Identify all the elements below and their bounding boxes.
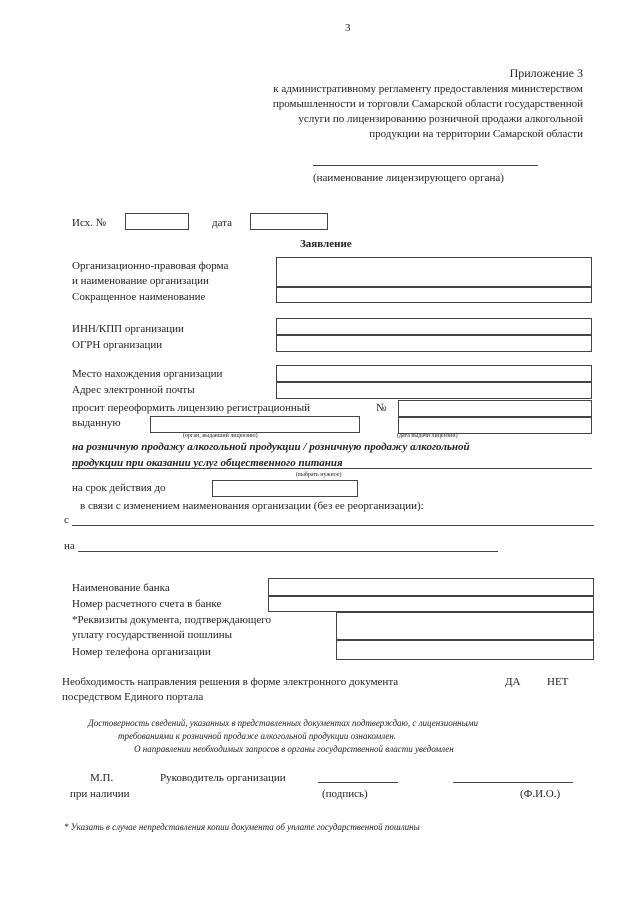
appendix-line: к административному регламенту предоставления министерством — [273, 83, 583, 95]
electronic-label-2: посредством Единого портала — [62, 691, 204, 703]
to-label: на — [64, 540, 75, 552]
email-field[interactable] — [276, 382, 592, 399]
from-name-line[interactable] — [72, 525, 594, 526]
form-title: Заявление — [300, 238, 352, 250]
activity-line-1: на розничную продажу алкогольной продукции / розничную продажу алкогольной — [72, 441, 470, 453]
caption-choose: (выбрать нужное) — [296, 472, 342, 478]
ogrn-label: ОГРН организации — [72, 339, 163, 351]
bank-name-field[interactable] — [268, 578, 594, 596]
signature-line[interactable] — [318, 782, 398, 783]
license-number-field[interactable] — [398, 400, 592, 417]
appendix-line: услуги по лицензированию розничной продажи алкогольной — [298, 113, 583, 125]
term-field[interactable] — [212, 480, 358, 497]
license-date-field[interactable] — [398, 417, 592, 434]
issued-label: выданную — [72, 417, 121, 429]
certification-line-2: требованиями к розничной продаже алкогольной продукции ознакомлен. — [118, 731, 397, 741]
caption-date: (дата выдачи лицензии) — [397, 433, 458, 439]
short-name-field[interactable] — [276, 287, 592, 303]
appendix-line: продукции на территории Самарской области — [369, 128, 583, 140]
date-field[interactable] — [250, 213, 328, 230]
activity-line-2: продукции при оказании услуг общественного питания — [72, 457, 343, 469]
sign-caption: (подпись) — [322, 788, 368, 800]
page-number: 3 — [345, 22, 351, 34]
caption-organ: (орган, выдавший лицензию) — [183, 433, 258, 439]
account-field[interactable] — [268, 596, 594, 612]
certification-line-1: Достоверность сведений, указанных в представленных документах подтверждаю, с лицензионными — [88, 718, 478, 728]
authority-caption: (наименование лицензирующего органа) — [313, 172, 504, 184]
ref-label: Исх. № — [72, 217, 107, 229]
full-name-line[interactable] — [453, 782, 573, 783]
no-option[interactable]: НЕТ — [547, 676, 569, 688]
footnote: * Указать в случае непредставления копии документа об уплате государственной пошлины — [64, 822, 420, 832]
inn-label: ИНН/КПП организации — [72, 323, 184, 335]
bank-name-label: Наименование банка — [72, 582, 170, 594]
appendix-line: промышленности и торговли Самарской области государственной — [272, 98, 583, 110]
legal-form-label: Организационно-правовая форма — [72, 260, 229, 272]
yes-option[interactable]: ДА — [505, 676, 521, 688]
org-name-label: и наименование организации — [72, 275, 209, 287]
authority-line[interactable] — [313, 165, 538, 166]
phone-label: Номер телефона организации — [72, 646, 211, 658]
fee-requisites-field[interactable] — [336, 612, 594, 640]
fee-requisites-label-1: *Реквизиты документа, подтверждающего — [72, 614, 272, 626]
ogrn-field[interactable] — [276, 335, 592, 352]
head-label: Руководитель организации — [160, 772, 286, 784]
appendix-title: Приложение 3 — [509, 66, 583, 80]
electronic-label-1: Необходимость направления решения в форме электронного документа — [62, 676, 399, 688]
phone-field[interactable] — [336, 640, 594, 660]
from-label: с — [64, 514, 69, 526]
stamp-note: при наличии — [70, 788, 130, 800]
certification-line-3: О направлении необходимых запросов в органы государственной власти уведомлен — [134, 744, 454, 754]
fee-requisites-label-2: уплату государственной пошлины — [72, 629, 233, 641]
activity-underline — [72, 468, 592, 469]
account-label: Номер расчетного счета в банке — [72, 598, 222, 610]
ref-number-field[interactable] — [125, 213, 189, 230]
short-name-label: Сокращенное наименование — [72, 291, 206, 303]
term-label: на срок действия до — [72, 482, 166, 494]
to-name-line[interactable] — [78, 551, 498, 552]
issuing-organ-field[interactable] — [150, 416, 360, 433]
request-label: просит переоформить лицензию регистрационный — [72, 402, 311, 414]
stamp-label: М.П. — [90, 772, 114, 784]
email-label: Адрес электронной почты — [72, 384, 195, 396]
location-field[interactable] — [276, 365, 592, 382]
location-label: Место нахождения организации — [72, 368, 223, 380]
reason-label: в связи с изменением наименования организации (без ее реорганизации): — [80, 500, 424, 512]
date-label: дата — [212, 217, 233, 229]
name-caption: (Ф.И.О.) — [520, 788, 561, 800]
number-sign: № — [376, 402, 387, 414]
inn-field[interactable] — [276, 318, 592, 335]
org-name-field[interactable] — [276, 257, 592, 287]
